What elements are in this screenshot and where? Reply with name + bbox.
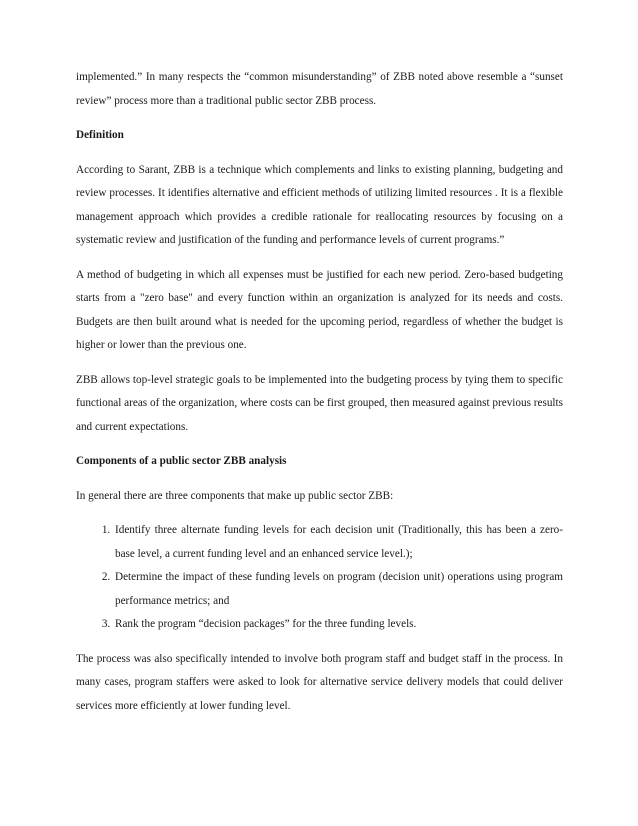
- list-item: 3. Rank the program “decision packages” for the three funding levels.: [113, 613, 563, 637]
- process-paragraph: The process was also specifically intended to involve both program staff and budget staff in the process. In many cases, program staffers were asked to look for alternative service delivery models that could deliver services more efficiently at lower funding level.: [76, 652, 563, 712]
- intro-paragraph: implemented.” In many respects the “common misunderstanding” of ZBB noted above resemble a “sunset review” process more than a traditional public sector ZBB process.: [76, 71, 563, 107]
- sarant-paragraph: According to Sarant, ZBB is a technique which complements and links to existing planning, budgeting and review processes. It identifies alternative and efficient methods of utilizing limited resources . It is a flexible management approach which provides a credible rationale for reallocating resources by focusing on a systematic review and justification of the funding and performance levels of current programs.”: [76, 163, 563, 246]
- document-page: [76, 66, 563, 729]
- zbb-allows-paragraph: ZBB allows top-level strategic goals to be implemented into the budgeting process by tying them to specific functional areas of the organization, where costs can be first grouped, then measured against previous results and current expectations.: [76, 373, 563, 433]
- components-intro-paragraph: In general there are three components that make up public sector ZBB:: [76, 489, 394, 502]
- method-paragraph: A method of budgeting in which all expenses must be justified for each new period. Zero-based budgeting starts from a "zero base" and every function within an organization is analyzed for its needs and costs. Budgets are then built around what is needed for the upcoming period, regardless of whether the budget is higher or lower than the previous one.: [76, 268, 563, 351]
- list-item: 1. Identify three alternate funding levels for each decision unit (Traditionally, this has been a zero-base level, a current funding level and an enhanced service level.);: [113, 519, 563, 566]
- definition-heading: Definition: [76, 129, 124, 141]
- list-item: 2. Determine the impact of these funding levels on program (decision unit) operations using program performance metrics; and: [113, 566, 563, 613]
- components-heading: Components of a public sector ZBB analysis: [76, 455, 287, 467]
- components-list: [76, 519, 563, 637]
